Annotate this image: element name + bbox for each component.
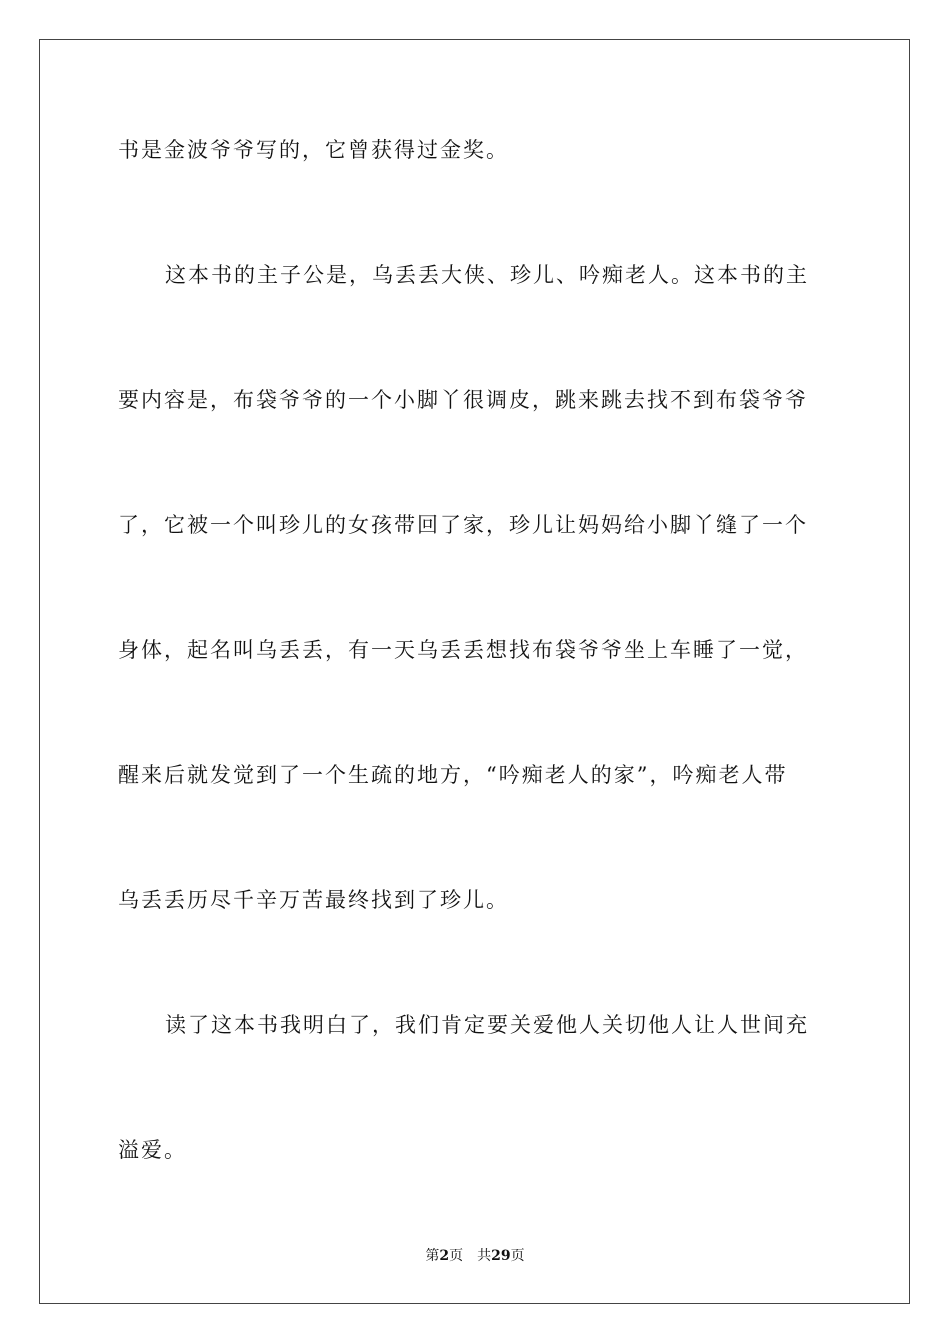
page-footer — [0, 1247, 950, 1265]
paragraph-2-line-2: 要内容是，布袋爷爷的一个小脚丫很调皮，跳来跳去找不到布袋爷爷 — [118, 388, 808, 412]
paragraph-3-line-1: 读了这本书我明白了，我们肯定要关爱他人关切他人让人世间充 — [165, 1013, 809, 1037]
paragraph-2-line-3: 了，它被一个叫珍儿的女孩带回了家，珍儿让妈妈给小脚丫缝了一个 — [118, 513, 808, 537]
total-prefix: 共 — [477, 1248, 492, 1264]
paragraph-2-line-1: 这本书的主子公是，乌丢丢大侠、珍儿、吟痴老人。这本书的主 — [165, 263, 809, 287]
total-suffix: 页 — [510, 1248, 525, 1264]
page-number: 2 — [439, 1248, 450, 1264]
paragraph-2-line-4: 身体，起名叫乌丢丢，有一天乌丢丢想找布袋爷爷坐上车睡了一觉， — [118, 638, 808, 662]
paragraph-2-line-6: 乌丢丢历尽千辛万苦最终找到了珍儿。 — [118, 888, 509, 912]
paragraph-2-line-5: 醒来后就发觉到了一个生疏的地方，“吟痴老人的家”，吟痴老人带 — [118, 763, 788, 787]
page-border — [39, 39, 910, 1304]
paragraph-3-line-2: 溢爱。 — [118, 1138, 187, 1162]
total-pages: 29 — [491, 1248, 511, 1264]
text-line-1: 书是金波爷爷写的，它曾获得过金奖。 — [118, 138, 509, 162]
page-suffix: 页 — [449, 1248, 464, 1264]
page-prefix: 第 — [425, 1248, 440, 1264]
